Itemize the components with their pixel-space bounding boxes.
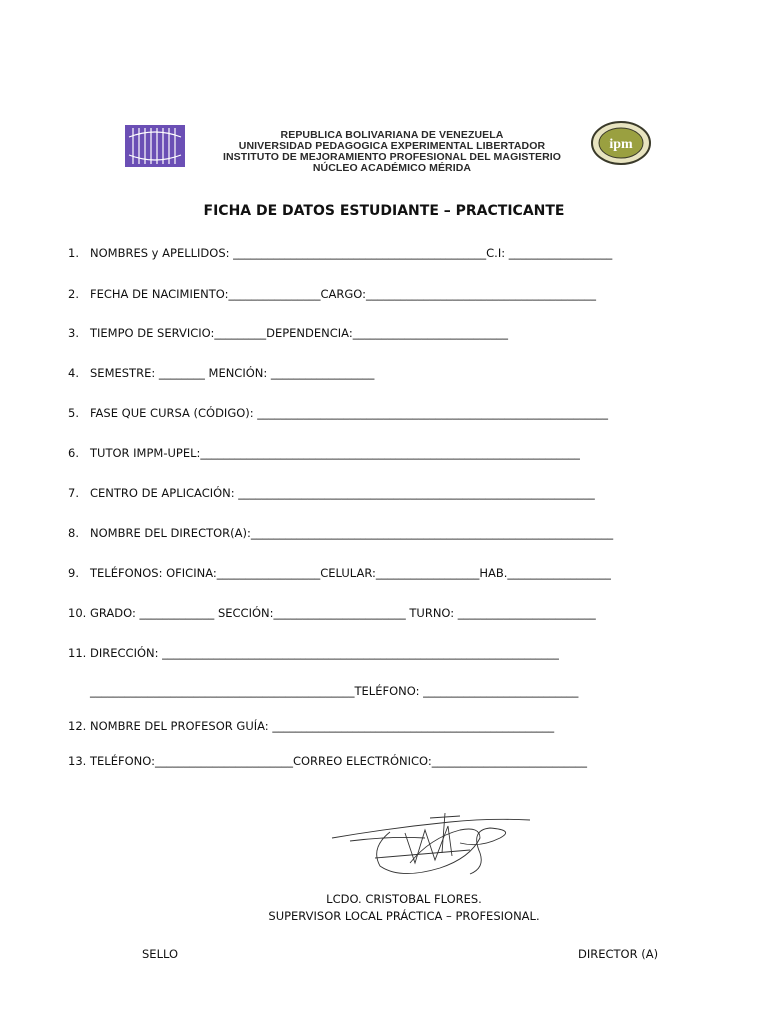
field-number: 11. [68, 646, 87, 660]
signer-name: LCDO. CRISTOBAL FLORES. [326, 892, 482, 906]
signer-role: SUPERVISOR LOCAL PRÁCTICA – PROFESIONAL. [268, 909, 540, 923]
header-line-1: REPUBLICA BOLIVARIANA DE VENEZUELA [280, 129, 504, 141]
field-text: TIEMPO DE SERVICIO:_________DEPENDENCIA:___________________________ [90, 326, 508, 340]
field-number: 4. [68, 366, 79, 380]
field-text: TELÉFONOS: OFICINA:__________________CELULAR:__________________HAB.__________________ [90, 566, 611, 580]
field-text: NOMBRE DEL PROFESOR GUÍA: _________________________________________________ [90, 719, 555, 733]
institution-heading [192, 130, 592, 174]
field-number: 2. [68, 287, 79, 301]
field-number: 8. [68, 526, 79, 540]
field-number: 13. [68, 754, 87, 768]
field-number: 9. [68, 566, 79, 580]
field-telefonos[interactable] [68, 566, 611, 580]
field-text: TUTOR IMPM-UPEL:__________________________________________________________________ [90, 446, 580, 460]
field-text: SEMESTRE: ________ MENCIÓN: __________________ [90, 366, 375, 380]
field-direccion-telefono[interactable] [68, 684, 578, 698]
form-title: FICHA DE DATOS ESTUDIANTE – PRACTICANTE [203, 203, 565, 219]
field-nombres[interactable] [68, 246, 612, 260]
upel-logo [125, 125, 185, 167]
field-centro-aplicacion[interactable] [68, 486, 595, 500]
field-number: 6. [68, 446, 79, 460]
sello-label: SELLO [142, 947, 179, 961]
field-text: FASE QUE CURSA (CÓDIGO): _____________________________________________________________ [90, 406, 609, 420]
field-grado[interactable] [68, 606, 596, 620]
field-text: ______________________________________________TELÉFONO: ___________________________ [90, 684, 579, 698]
field-telefono-correo[interactable] [68, 754, 587, 768]
field-tiempo-servicio[interactable] [68, 326, 508, 340]
letterhead [120, 92, 665, 182]
field-direccion[interactable] [68, 646, 559, 660]
handwritten-signature [330, 808, 540, 883]
director-label: DIRECTOR (A) [578, 947, 659, 961]
header-line-4: NÚCLEO ACADÉMICO MÉRIDA [312, 162, 472, 174]
header-line-3: INSTITUTO DE MEJORAMIENTO PROFESIONAL DEL MAGISTERIO [222, 151, 562, 163]
field-text: DIRECCIÓN: _____________________________________________________________________ [90, 646, 559, 660]
field-text: NOMBRES y APELLIDOS: ____________________________________________C.I: __________________ [90, 246, 613, 260]
field-profesor-guia[interactable] [68, 719, 554, 733]
field-semestre[interactable] [68, 366, 374, 380]
field-text: NOMBRE DEL DIRECTOR(A):_______________________________________________________________ [90, 526, 614, 540]
field-text: CENTRO DE APLICACIÓN: ______________________________________________________________ [90, 486, 595, 500]
field-director[interactable] [68, 526, 613, 540]
field-number: 5. [68, 406, 79, 420]
field-number: 3. [68, 326, 79, 340]
field-fecha-nacimiento[interactable] [68, 287, 596, 301]
field-text: TELÉFONO:________________________CORREO ELECTRÓNICO:___________________________ [90, 754, 588, 768]
impm-logo-text: ipm [609, 137, 633, 152]
field-text: FECHA DE NACIMIENTO:________________CARGO:________________________________________ [90, 287, 596, 301]
field-tutor[interactable] [68, 446, 580, 460]
field-number: 7. [68, 486, 79, 500]
field-text: GRADO: _____________ SECCIÓN:_______________________ TURNO: ________________________ [90, 606, 596, 620]
field-number: 12. [68, 719, 87, 733]
field-number: 1. [68, 246, 79, 260]
header-line-2: UNIVERSIDAD PEDAGOGICA EXPERIMENTAL LIBERTADOR [238, 140, 546, 152]
field-number: 10. [68, 606, 87, 620]
impm-logo [590, 120, 652, 166]
field-fase[interactable] [68, 406, 608, 420]
